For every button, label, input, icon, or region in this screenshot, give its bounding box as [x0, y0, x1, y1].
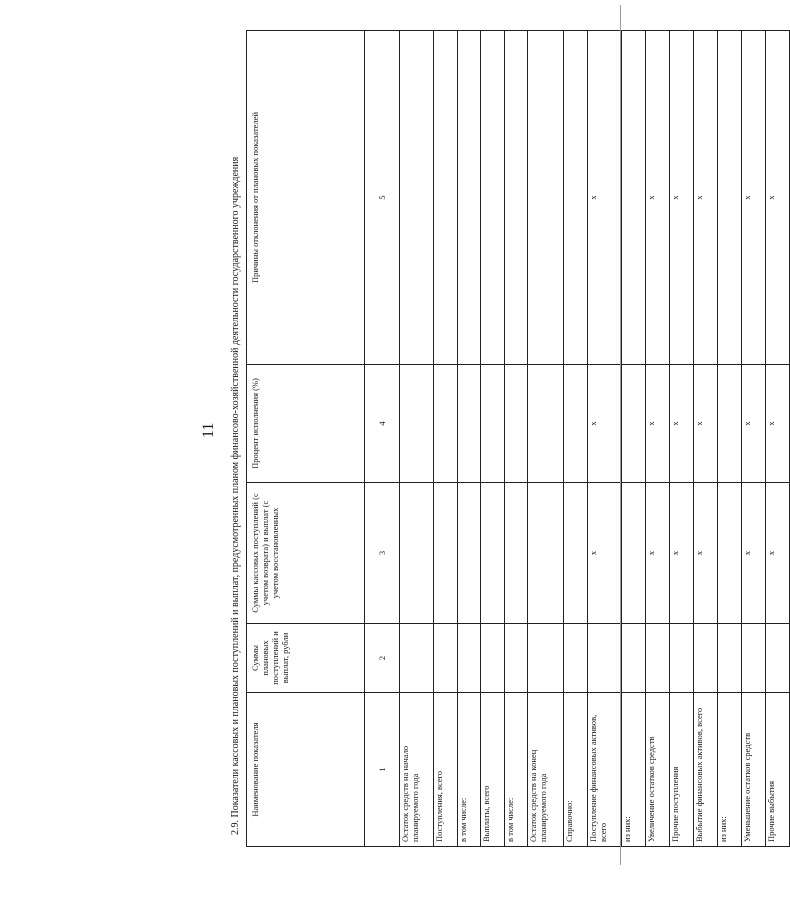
table-row: [588, 31, 622, 847]
row-label: Выбытие финансовых активов, всего: [694, 693, 718, 847]
column-number: 4: [365, 365, 400, 483]
row-label: из них:: [622, 693, 646, 847]
cell-planned-sum: [458, 624, 481, 693]
cell-deviation-reason: [505, 31, 528, 365]
cell-planned-sum: [564, 624, 588, 693]
row-label: Увеличение остатков средств: [646, 693, 670, 847]
cell-planned-sum: [646, 624, 670, 693]
indicators-table: [246, 30, 790, 847]
cell-deviation-reason: x: [588, 31, 622, 365]
cell-deviation-reason: [400, 31, 434, 365]
cell-deviation-reason: x: [766, 31, 790, 365]
cell-deviation-reason: x: [670, 31, 694, 365]
cell-cash-sum: [434, 483, 458, 624]
page-number: 11: [200, 422, 217, 438]
cell-deviation-reason: [718, 31, 742, 365]
cell-execution-percent: [718, 365, 742, 483]
table-row: [400, 31, 434, 847]
cell-cash-sum: [400, 483, 434, 624]
row-label: Выплаты, всего: [481, 693, 505, 847]
table-row: [528, 31, 564, 847]
row-label: Прочие выбытия: [766, 693, 790, 847]
cell-execution-percent: [400, 365, 434, 483]
cell-cash-sum: x: [670, 483, 694, 624]
cell-cash-sum: [481, 483, 505, 624]
cell-execution-percent: [458, 365, 481, 483]
cell-execution-percent: x: [646, 365, 670, 483]
cell-planned-sum: [481, 624, 505, 693]
cell-execution-percent: x: [694, 365, 718, 483]
table-header-row: [247, 31, 365, 847]
table-row: [458, 31, 481, 847]
cell-cash-sum: x: [694, 483, 718, 624]
table-row: [646, 31, 670, 847]
cell-deviation-reason: [458, 31, 481, 365]
cell-execution-percent: x: [670, 365, 694, 483]
column-number: 3: [365, 483, 400, 624]
cell-execution-percent: [505, 365, 528, 483]
row-label: Поступление финансовых активов, всего: [588, 693, 622, 847]
cell-deviation-reason: [481, 31, 505, 365]
cell-deviation-reason: [564, 31, 588, 365]
table-row: [694, 31, 718, 847]
cell-cash-sum: x: [766, 483, 790, 624]
table-row: [434, 31, 458, 847]
cell-cash-sum: x: [742, 483, 766, 624]
cell-execution-percent: [481, 365, 505, 483]
header-deviation-reasons: Причины отклонения от плановых показателей: [247, 31, 365, 365]
cell-planned-sum: [434, 624, 458, 693]
column-number-row: [365, 31, 400, 847]
column-number: 2: [365, 624, 400, 693]
cell-execution-percent: [434, 365, 458, 483]
row-label: Поступления, всего: [434, 693, 458, 847]
cell-cash-sum: x: [588, 483, 622, 624]
cell-planned-sum: [670, 624, 694, 693]
table-row: [564, 31, 588, 847]
row-label: Остаток средств на начало планируемого года: [400, 693, 434, 847]
table-row: [718, 31, 742, 847]
cell-planned-sum: [622, 624, 646, 693]
header-cash-sums: Суммы кассовых поступлений (с учетом возврата) и выплат (с учетом восстановленных: [247, 483, 365, 624]
column-number: 1: [365, 693, 400, 847]
cell-execution-percent: x: [766, 365, 790, 483]
cell-execution-percent: x: [742, 365, 766, 483]
cell-planned-sum: [742, 624, 766, 693]
row-label: в том числе:: [458, 693, 481, 847]
table-row: [742, 31, 766, 847]
row-label: Справочно:: [564, 693, 588, 847]
cell-deviation-reason: [434, 31, 458, 365]
row-label: из них:: [718, 693, 742, 847]
row-label: Уменьшение остатков средств: [742, 693, 766, 847]
cell-planned-sum: [528, 624, 564, 693]
cell-planned-sum: [400, 624, 434, 693]
cell-cash-sum: [528, 483, 564, 624]
cell-cash-sum: [718, 483, 742, 624]
cell-deviation-reason: x: [646, 31, 670, 365]
cell-planned-sum: [588, 624, 622, 693]
row-label: Остаток средств на конец планируемого года: [528, 693, 564, 847]
cell-execution-percent: [564, 365, 588, 483]
cell-deviation-reason: [622, 31, 646, 365]
table-row: [481, 31, 505, 847]
table-row: [622, 31, 646, 847]
cell-cash-sum: [622, 483, 646, 624]
header-planned-sums: Суммы плановых поступлений и выплат, рубли: [247, 624, 365, 693]
cell-cash-sum: [505, 483, 528, 624]
table-body: [400, 31, 790, 847]
cell-planned-sum: [694, 624, 718, 693]
cell-execution-percent: x: [588, 365, 622, 483]
cell-cash-sum: [458, 483, 481, 624]
scan-edge-line: [620, 5, 621, 865]
cell-execution-percent: [528, 365, 564, 483]
column-number: 5: [365, 31, 400, 365]
cell-planned-sum: [505, 624, 528, 693]
row-label: Прочие поступления: [670, 693, 694, 847]
cell-deviation-reason: [528, 31, 564, 365]
table-row: [670, 31, 694, 847]
row-label: в том числе:: [505, 693, 528, 847]
cell-planned-sum: [718, 624, 742, 693]
cell-cash-sum: [564, 483, 588, 624]
cell-planned-sum: [766, 624, 790, 693]
cell-execution-percent: [622, 365, 646, 483]
table-row: [505, 31, 528, 847]
cell-deviation-reason: x: [742, 31, 766, 365]
cell-deviation-reason: x: [694, 31, 718, 365]
cell-cash-sum: x: [646, 483, 670, 624]
section-title: 2.9. Показатели кассовых и плановых поступлений и выплат, предусмотренных планом финансово-хозяйственной деятельности государственного учреждения: [230, 156, 241, 835]
header-indicator-name: Наименование показателя: [247, 693, 365, 847]
header-execution-percent: Процент исполнения (%): [247, 365, 365, 483]
table-row: [766, 31, 790, 847]
